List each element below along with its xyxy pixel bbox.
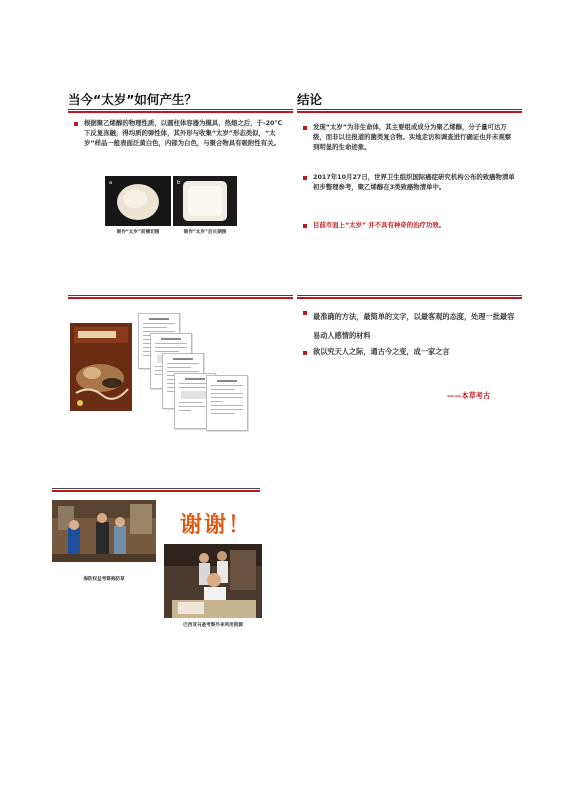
- bullet-text: 根据聚乙烯醇的物理性质，以圆柱体容器为模具，热熔之后，于-20℃下反复冻融，得均质的弹性体，其外形与收集“太岁”形态类似，“太岁”样品一般表面泛黄白色，内部为白色，与聚合物具有吸附性有关。: [84, 119, 283, 147]
- caption-left: 制作“太岁”前横切图: [116, 230, 160, 235]
- title-rule: [297, 295, 522, 299]
- photo-label-a: a: [109, 180, 113, 186]
- slide-conclusion: [297, 90, 522, 270]
- paper-page-5: [206, 375, 248, 431]
- slide-thanks: [52, 488, 277, 668]
- photo-caption-left: 海防权益考察海防草: [83, 577, 125, 582]
- bullet-item: [303, 307, 517, 345]
- bullet-item: [303, 347, 517, 357]
- title-rule: [68, 109, 293, 113]
- bullet-text: 2017年10月27日，世界卫生组织国际癌症研究机构公布的致癌物清单初步整理参考，聚乙烯醇在3类致癌物清单中。: [313, 173, 515, 191]
- bullet-item: [303, 122, 515, 152]
- bullet-item: [303, 172, 515, 192]
- field-photo-right: [164, 544, 262, 618]
- bullet-square-icon: [303, 176, 307, 180]
- title-rule: [68, 295, 293, 299]
- caption-right: 制作“太岁”后长期图: [183, 230, 227, 235]
- title-rule: [52, 488, 260, 492]
- bullet-square-icon: [74, 122, 78, 126]
- field-photo-left: [52, 500, 156, 562]
- bullet-square-icon: [303, 311, 307, 315]
- sample-photo-right: [173, 176, 237, 226]
- sample-photo-left: [105, 176, 171, 226]
- journal-cover-image: [70, 323, 132, 411]
- photo-caption-right: 巴西亚马逊考察外来利用资源: [183, 623, 243, 628]
- title-rule: [297, 109, 522, 113]
- signature: ——本草考古: [447, 391, 491, 400]
- photo-label-b: b: [177, 180, 181, 186]
- bullet-text: 欲以究天人之际，通古今之变，成一家之言: [313, 347, 450, 356]
- slide-publications: [68, 295, 293, 475]
- slide-title: 结论: [297, 92, 323, 107]
- bullet-item: [74, 118, 288, 148]
- bullet-item: [303, 220, 515, 230]
- bullet-text-highlight: 目前市面上“太岁” 并不具有神奇的治疗功效。: [313, 221, 446, 229]
- bullet-square-icon: [303, 224, 307, 228]
- slide-origin: [68, 90, 293, 270]
- bullet-square-icon: [303, 351, 307, 355]
- slide-title: 当今“太岁”如何产生？: [68, 92, 197, 107]
- bullet-text: 发现“太岁”为非生命体，其主要组成成分为聚乙烯醇，分子量可达万级，而非以往报道的菌类复合物。实地走访和调查进行确证也并未观察到明显的生命迹象。: [313, 123, 512, 151]
- slide-quote: [297, 295, 522, 475]
- thanks-text: 谢谢！: [180, 513, 253, 538]
- bullet-square-icon: [303, 126, 307, 130]
- bullet-text: 最准确的方法，最简单的文字，以最客观的态度，处理一批最容易动人感情的材料: [313, 312, 515, 340]
